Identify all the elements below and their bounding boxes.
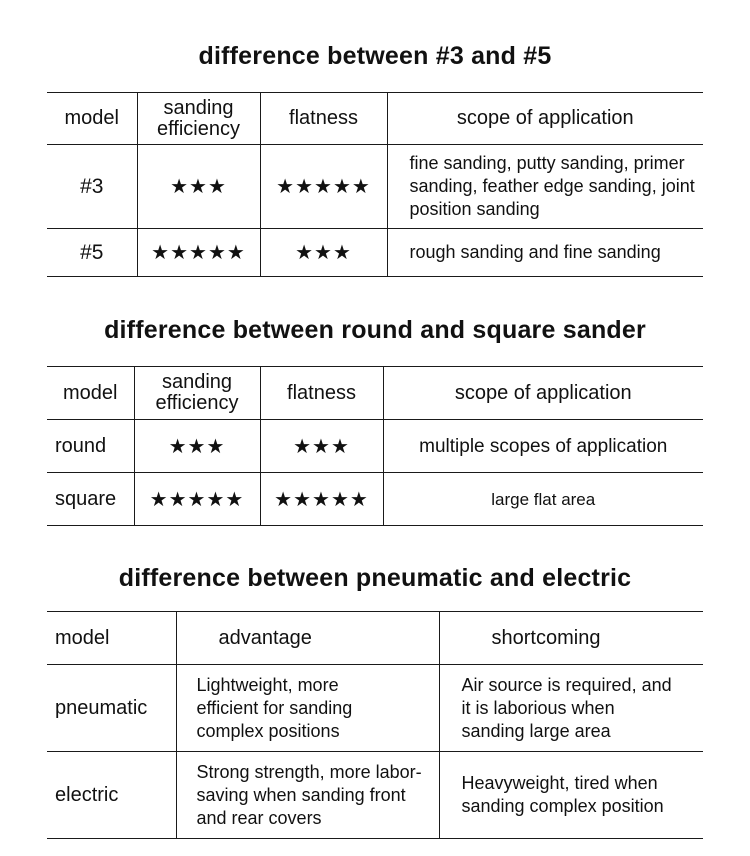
power-comparison-table [47, 611, 703, 839]
model-cell: pneumatic [47, 665, 176, 752]
table-header-row [47, 612, 703, 665]
model-cell: square [47, 473, 134, 526]
flatness-stars: ★★★ [260, 420, 383, 473]
efficiency-stars: ★★★ [134, 420, 260, 473]
header-model: model [47, 612, 176, 665]
table-row [47, 420, 703, 473]
flatness-stars: ★★★★★ [260, 473, 383, 526]
efficiency-stars: ★★★ [137, 145, 260, 229]
flatness-stars: ★★★★★ [260, 145, 387, 229]
table-header-row [47, 93, 703, 145]
model-cell: round [47, 420, 134, 473]
efficiency-stars: ★★★★★ [137, 229, 260, 277]
shape-comparison-table [47, 366, 703, 526]
grade-comparison-table [47, 92, 703, 277]
table-row [47, 752, 703, 839]
efficiency-stars: ★★★★★ [134, 473, 260, 526]
table-row [47, 473, 703, 526]
header-flatness: flatness [260, 367, 383, 420]
table-header-row [47, 367, 703, 420]
advantage-cell: Lightweight, more efficient for sanding complex positions [176, 665, 439, 752]
header-scope: scope of application [387, 93, 703, 145]
table-row [47, 665, 703, 752]
header-scope: scope of application [383, 367, 703, 420]
header-flatness: flatness [260, 93, 387, 145]
header-model: model [47, 367, 134, 420]
table2-title: difference between round and square sander [104, 316, 646, 344]
scope-cell: multiple scopes of application [383, 420, 703, 473]
header-sanding-efficiency: sanding efficiency [134, 367, 260, 420]
shortcoming-cell: Air source is required, and it is laborious when sanding large area [439, 665, 703, 752]
header-advantage: advantage [176, 612, 439, 665]
header-shortcoming: shortcoming [439, 612, 703, 665]
advantage-cell: Strong strength, more labor-saving when sanding front and rear covers [176, 752, 439, 839]
scope-cell: fine sanding, putty sanding, primer sanding, feather edge sanding, joint position sanding [387, 145, 703, 229]
table3-title: difference between pneumatic and electric [118, 564, 632, 592]
header-model: model [47, 93, 137, 145]
model-cell: #5 [47, 229, 137, 277]
model-cell: #3 [47, 145, 137, 229]
scope-cell: rough sanding and fine sanding [387, 229, 703, 277]
scope-cell: large flat area [383, 473, 703, 526]
model-cell: electric [47, 752, 176, 839]
table-row [47, 229, 703, 277]
flatness-stars: ★★★ [260, 229, 387, 277]
table-row [47, 145, 703, 229]
header-sanding-efficiency: sanding efficiency [137, 93, 260, 145]
table1-title: difference between #3 and #5 [198, 42, 552, 70]
shortcoming-cell: Heavyweight, tired when sanding complex position [439, 752, 703, 839]
